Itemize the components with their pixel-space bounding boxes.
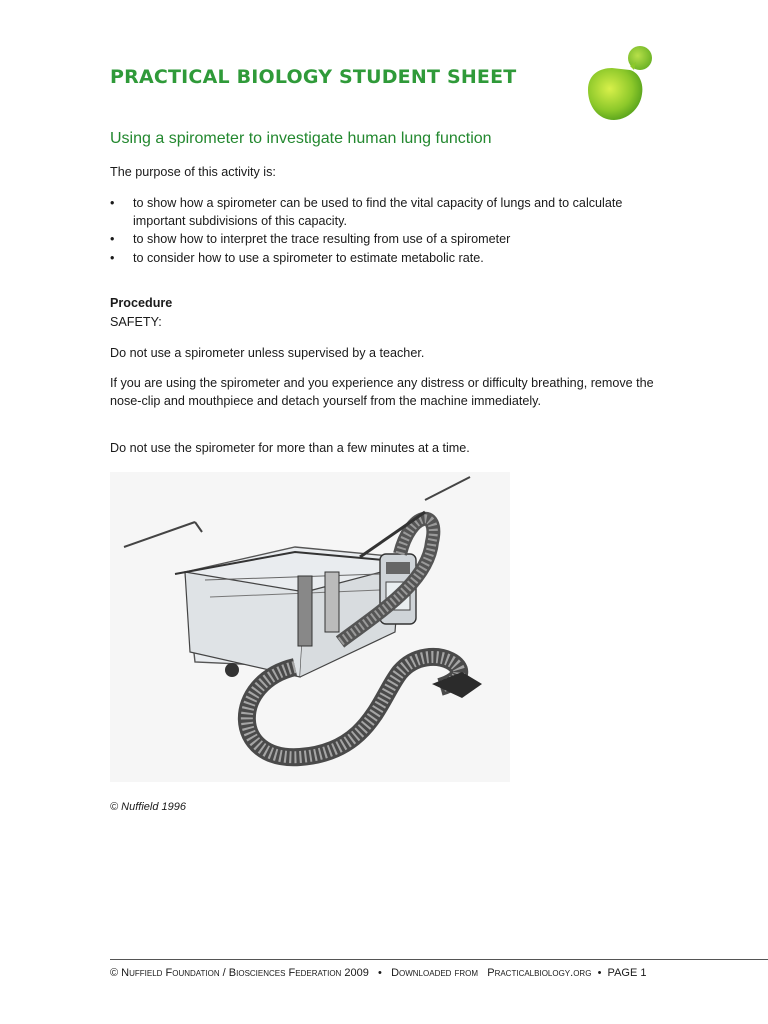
bullet-icon: •: [110, 232, 115, 246]
footer-separator: •: [597, 967, 602, 979]
figure-credit: © Nuffield 1996: [110, 801, 186, 813]
page-number: PAGE 1: [607, 967, 647, 979]
spirometer-illustration: [110, 472, 510, 782]
footer-separator: •: [378, 967, 382, 979]
green-droplet-logo-icon: [580, 42, 660, 122]
footer-downloaded-from: Downloaded from: [391, 967, 479, 979]
purpose-item-text: to consider how to use a spirometer to estimate metabolic rate.: [133, 250, 484, 265]
footer-divider: [110, 959, 768, 960]
purpose-intro: The purpose of this activity is:: [110, 165, 276, 179]
purpose-list: [110, 195, 670, 268]
footer-copyright: © Nuffield Foundation / Biosciences Federation 2009: [110, 967, 369, 979]
sheet-title: PRACTICAL BIOLOGY STUDENT SHEET: [110, 66, 517, 88]
list-item: [110, 195, 638, 230]
safety-paragraph-supervision: Do not use a spirometer unless supervised by a teacher.: [110, 346, 425, 360]
safety-paragraph-duration: Do not use the spirometer for more than a few minutes at a time.: [110, 441, 470, 455]
list-item: [110, 231, 670, 249]
document-title: Using a spirometer to investigate human lung function: [110, 130, 492, 147]
safety-label: SAFETY:: [110, 315, 162, 329]
purpose-item-text: to show how to interpret the trace resulting from use of a spirometer: [133, 232, 511, 246]
safety-paragraph-distress: If you are using the spirometer and you experience any distress or difficulty breathing, remove the nose-clip and mouthpiece and detach yourself from the machine immediately.: [110, 376, 654, 408]
purpose-item-text: to show how a spirometer can be used to find the vital capacity of lungs and to calculate important subdivisions of this capacity.: [133, 196, 623, 228]
page-footer: [110, 967, 646, 979]
footer-site: Practicalbiology.org: [487, 967, 592, 979]
bullet-icon: •: [110, 250, 115, 265]
bullet-icon: •: [110, 196, 115, 210]
procedure-heading: Procedure: [110, 296, 173, 310]
list-item: [110, 250, 670, 268]
